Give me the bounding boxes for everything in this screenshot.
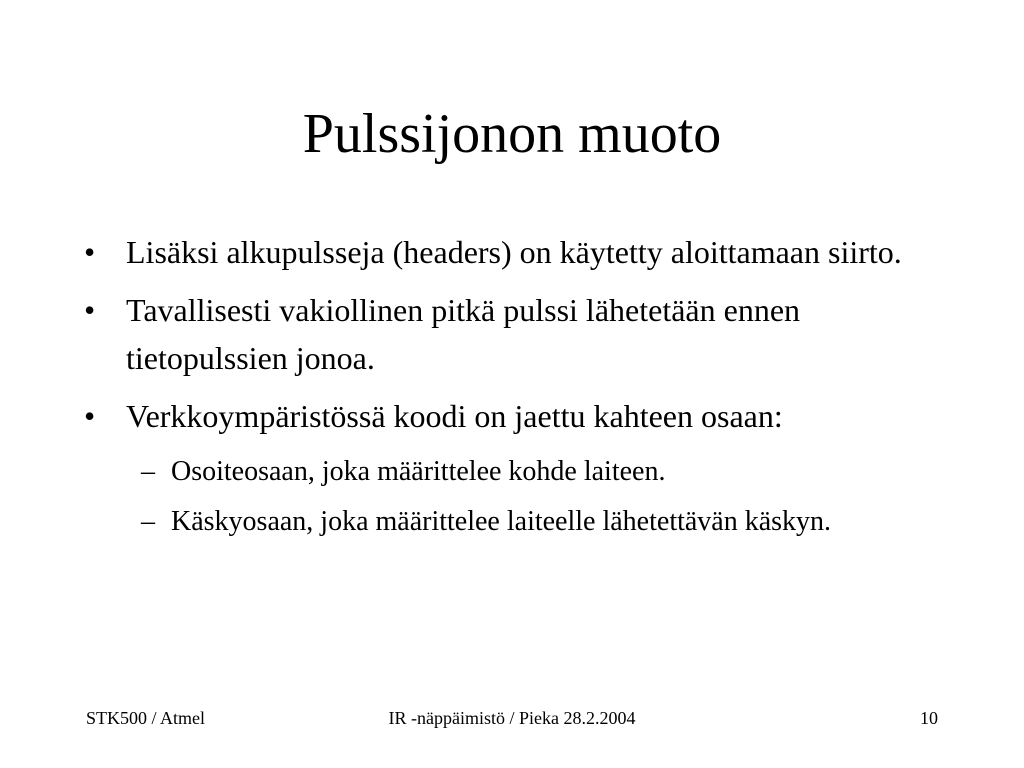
bullet-item bbox=[84, 392, 944, 440]
bullet-text: Tavallisesti vakiollinen pitkä pulssi lähetetään ennen tietopulssien jonoa. bbox=[126, 292, 801, 376]
sub-bullet-item bbox=[141, 500, 944, 544]
sub-bullet-marker: – bbox=[141, 506, 155, 537]
bullet-list bbox=[84, 228, 944, 550]
bullet-marker: • bbox=[84, 292, 96, 328]
bullet-text: Lisäksi alkupulsseja (headers) on käytetty aloittamaan siirto. bbox=[126, 234, 902, 270]
footer-left-text: STK500 / Atmel bbox=[86, 708, 206, 728]
sub-bullet-text: Käskyosaan, joka määrittelee laiteelle lähetettävän käskyn. bbox=[171, 506, 832, 537]
bullet-marker: • bbox=[84, 398, 96, 434]
sub-bullet-item bbox=[141, 450, 944, 494]
bullet-item bbox=[84, 286, 944, 382]
bullet-item bbox=[84, 228, 944, 276]
bullet-marker: • bbox=[84, 234, 96, 270]
sub-bullet-marker: – bbox=[141, 456, 155, 487]
bullet-text: Verkkoympäristössä koodi on jaettu kahteen osaan: bbox=[126, 398, 783, 434]
sub-bullet-text: Osoiteosaan, joka määrittelee kohde laiteen. bbox=[171, 456, 666, 487]
slide-title: Pulssijonon muoto bbox=[302, 103, 722, 165]
page-number: 10 bbox=[920, 708, 938, 728]
footer-center-text: IR -näppäimistö / Pieka 28.2.2004 bbox=[388, 708, 636, 728]
